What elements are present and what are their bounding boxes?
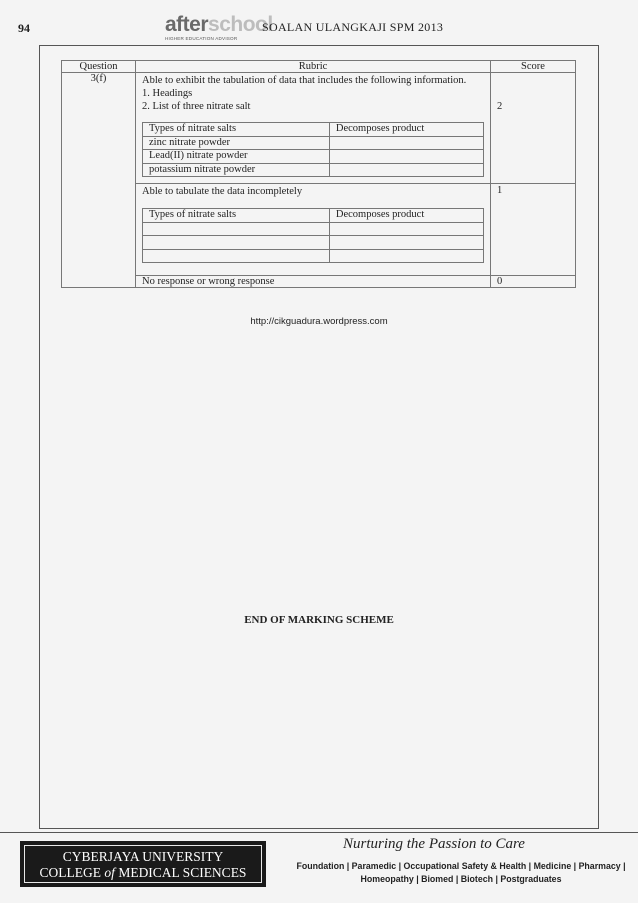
score-header: Score bbox=[491, 61, 576, 73]
empty-cell bbox=[143, 249, 330, 263]
footer-divider bbox=[0, 832, 638, 833]
question-number: 3(f) bbox=[62, 73, 136, 288]
table-row bbox=[143, 249, 484, 263]
rubric-cell-full bbox=[136, 73, 491, 184]
logo-subtitle: HIGHER EDUCATION ADVISOR bbox=[165, 36, 238, 41]
score-full: 2 bbox=[491, 73, 576, 184]
rubric-row-full bbox=[62, 73, 576, 184]
nitrate-table-header bbox=[143, 123, 484, 137]
col-decomposes-header: Decomposes product bbox=[329, 209, 483, 223]
rubric-text-full: Able to exhibit the tabulation of data that includes the following information. bbox=[142, 75, 467, 86]
score-partial: 1 bbox=[491, 184, 576, 276]
product-cell bbox=[329, 150, 483, 164]
empty-cell bbox=[329, 222, 483, 236]
salt-lead: Lead(II) nitrate powder bbox=[143, 150, 330, 164]
col-types-header: Types of nitrate salts bbox=[143, 123, 330, 137]
rubric-header-row bbox=[62, 61, 576, 73]
table-row bbox=[143, 163, 484, 177]
logo-part-after: after bbox=[165, 13, 209, 36]
courses-line1: Foundation | Paramedic | Occupational Safety & Health | Medicine | Pharmacy | bbox=[296, 861, 626, 871]
courses-line2: Homeopathy | Biomed | Biotech | Postgraduates bbox=[360, 874, 562, 884]
cuc-logo-text bbox=[24, 845, 262, 883]
rubric-header: Rubric bbox=[136, 61, 491, 73]
cuc-line2-college: COLLEGE bbox=[39, 865, 105, 880]
nitrate-table-full bbox=[142, 122, 484, 177]
logo-part-school: school bbox=[208, 13, 273, 36]
cuc-line2-medical: MEDICAL SCIENCES bbox=[114, 865, 247, 880]
rubric-cell-partial bbox=[136, 184, 491, 276]
footer-courses bbox=[286, 860, 636, 886]
rubric-row-none bbox=[62, 276, 576, 288]
product-cell bbox=[329, 163, 483, 177]
end-of-marking-scheme: END OF MARKING SCHEME bbox=[244, 614, 394, 626]
logo-wordmark bbox=[165, 13, 273, 36]
footer-tagline: Nurturing the Passion to Care bbox=[343, 836, 525, 852]
nitrate-table-partial bbox=[142, 208, 484, 263]
salt-zinc: zinc nitrate powder bbox=[143, 136, 330, 150]
rubric-item-headings: 1. Headings bbox=[142, 88, 193, 99]
table-row bbox=[143, 150, 484, 164]
rubric-item-list: 2. List of three nitrate salt bbox=[142, 101, 251, 112]
empty-cell bbox=[143, 222, 330, 236]
salt-potassium: potassium nitrate powder bbox=[143, 163, 330, 177]
cuc-line2 bbox=[25, 865, 261, 881]
cuc-logo bbox=[20, 841, 266, 887]
cuc-line1: CYBERJAYA UNIVERSITY bbox=[62, 849, 224, 864]
empty-cell bbox=[143, 236, 330, 250]
table-row bbox=[143, 236, 484, 250]
cuc-line2-of: of bbox=[104, 865, 115, 880]
rubric-text-partial: Able to tabulate the data incompletely bbox=[142, 186, 303, 197]
rubric-row-partial bbox=[62, 184, 576, 276]
col-types-header: Types of nitrate salts bbox=[143, 209, 330, 223]
empty-cell bbox=[329, 249, 483, 263]
table-row bbox=[143, 136, 484, 150]
product-cell bbox=[329, 136, 483, 150]
score-none: 0 bbox=[491, 276, 576, 288]
afterschool-logo bbox=[165, 13, 273, 42]
rubric-table bbox=[61, 60, 576, 288]
col-decomposes-header: Decomposes product bbox=[329, 123, 483, 137]
table-row bbox=[143, 222, 484, 236]
header-title: SOALAN ULANGKAJI SPM 2013 bbox=[262, 20, 444, 34]
rubric-text-none: No response or wrong response bbox=[136, 276, 491, 288]
nitrate-table-header bbox=[143, 209, 484, 223]
page-number: 94 bbox=[18, 21, 30, 35]
source-link[interactable]: http://cikguadura.wordpress.com bbox=[250, 316, 388, 327]
question-header: Question bbox=[62, 61, 136, 73]
empty-cell bbox=[329, 236, 483, 250]
